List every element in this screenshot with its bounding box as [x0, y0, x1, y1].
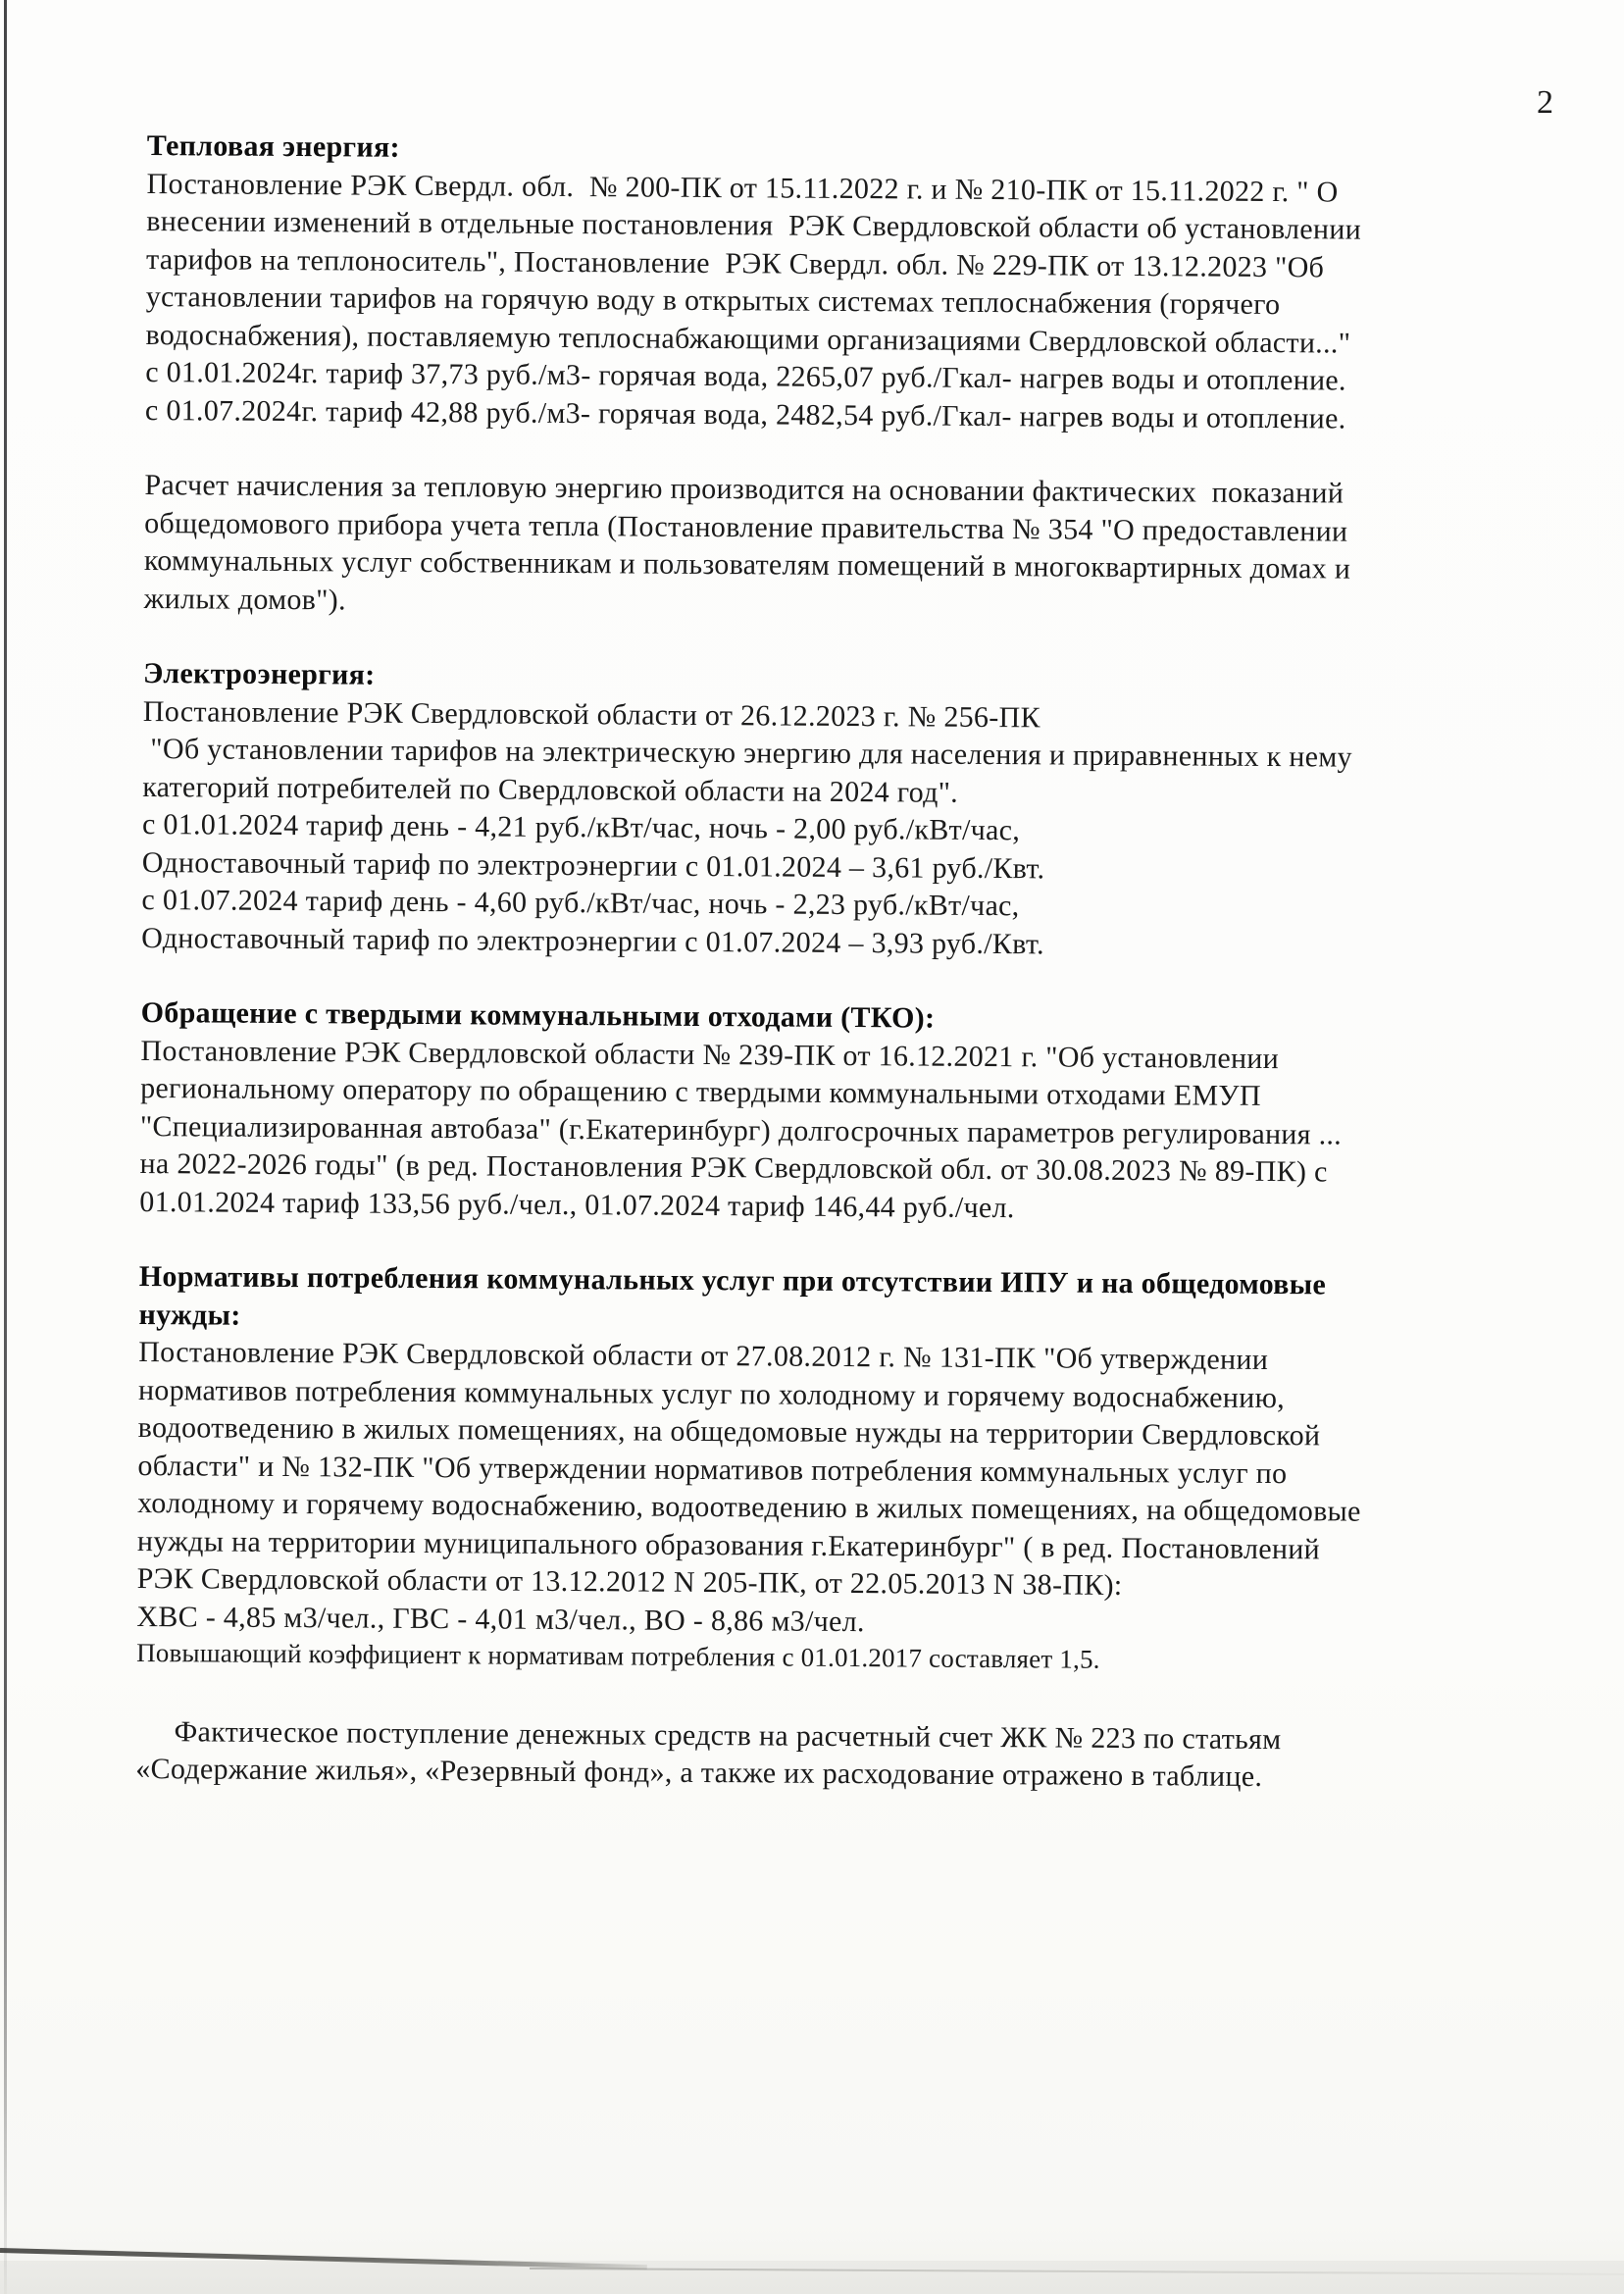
- section-heading-consumption-norms: Нормативы потребления коммунальных услуг при отсутствии ИПУ и на общедомовые нужды:: [138, 1259, 1327, 1332]
- section-body-consumption-norms: Постановление РЭК Свердловской области от 27.08.2012 г. № 131-ПК "Об утверждении нормативов потребления коммунальных услуг по холодному и горячему водоснабжению, водоотведению в жилых помещениях, на общедомовые нужды на территории Свердловской области" и № 132-ПК "Об утверждении нормативов потребления коммунальных услуг по холодному и горячему водоснабжению, водоотведению в жилых помещениях, на общедомовые нужды на территории муниципального образования г.Екатеринбург" ( в ред. Постановлений РЭК Свердловской области от 13.12.2012 N 205-ПК, от 22.05.2013 N 38-ПК): ХВС - 4,85 м3/чел., ГВС - 4,01 м3/чел., ВО - 8,86 м3/чел.: [136, 1335, 1361, 1638]
- section-body-heat-energy: Постановление РЭК Свердл. обл. № 200-ПК от 15.11.2022 г. и № 210-ПК от 15.11.2022 г. " О внесении изменений в отдельные постановления РЭК Свердловской области об установлении тарифов на теплоноситель", Постановление РЭК Свердл. обл. № 229-ПК от 13.12.2023 "Об установлении тарифов на горячую воду в открытых системах теплоснабжения (горячего водоснабжения), поставляемую теплоснабжающими организациями Свердловской области..." с 01.01.2024г. тариф 37,73 руб./м3- горячая вода, 2265,07 руб./Гкал- нагрев воды и отопление. с 01.07.2024г. тариф 42,88 руб./м3- горячая вода, 2482,54 руб./Гкал- нагрев воды и отопление.: [144, 167, 1362, 435]
- section-heading-electricity: Электроэнергия:: [142, 656, 376, 691]
- document-content: [135, 127, 1589, 1799]
- para-heat-calculation: Расчет начисления за тепловую энергию производится на основании фактических показаний общедомового прибора учета тепла (Постановление правительства № 354 "О предоставлении коммунальных услуг собственникам и пользователям помещений в многоквартирных домах и жилых домов").: [143, 468, 1351, 616]
- scan-artifact-bottom-shade: [0, 2261, 1624, 2294]
- note-raising-coefficient: Повышающий коэффициент к нормативам потребления с 01.01.2017 составляет 1,5.: [136, 1637, 1100, 1674]
- section-body-electricity: Постановление РЭК Свердловской области от 26.12.2023 г. № 256-ПК "Об установлении тарифов на электрическую энергию для населения и приравненных к нему категорий потребителей по Свердловской области на 2024 год". с 01.01.2024 тариф день - 4,21 руб./кВт/час, ночь - 2,00 руб./кВт/час, Одноставочный тариф по электроэнергии с 01.01.2024 – 3,61 руб./Квт. с 01.07.2024 тариф день - 4,60 руб./кВт/час, ночь - 2,23 руб./кВт/час, Одноставочный тариф по электроэнергии с 01.07.2024 – 3,93 руб./Квт.: [141, 694, 1353, 960]
- para-closing-funds: Фактическое поступление денежных средств на расчетный счет ЖК № 223 по статьям «Содержание жилья», «Резервный фонд», а также их расходование отражено в таблице.: [135, 1714, 1282, 1793]
- page-number: 2: [1537, 84, 1553, 121]
- scan-artifact-left-edge: [4, 0, 7, 2294]
- section-heading-heat-energy: Тепловая энергия:: [146, 128, 400, 164]
- section-body-solid-waste: Постановление РЭК Свердловской области № 239-ПК от 16.12.2021 г. "Об установлении региональному оператору по обращению с твердыми коммунальными отходами ЕМУП "Специализированная автобаза" (г.Екатеринбург) долгосрочных параметров регулирования ... на 2022-2026 годы" (в ред. Постановления РЭК Свердловской обл. от 30.08.2023 № 89-ПК) с 01.01.2024 тариф 133,56 руб./чел., 01.07.2024 тариф 146,44 руб./чел.: [139, 1034, 1343, 1224]
- section-heading-solid-waste: Обращение с твердыми коммунальными отходами (ТКО):: [140, 995, 936, 1035]
